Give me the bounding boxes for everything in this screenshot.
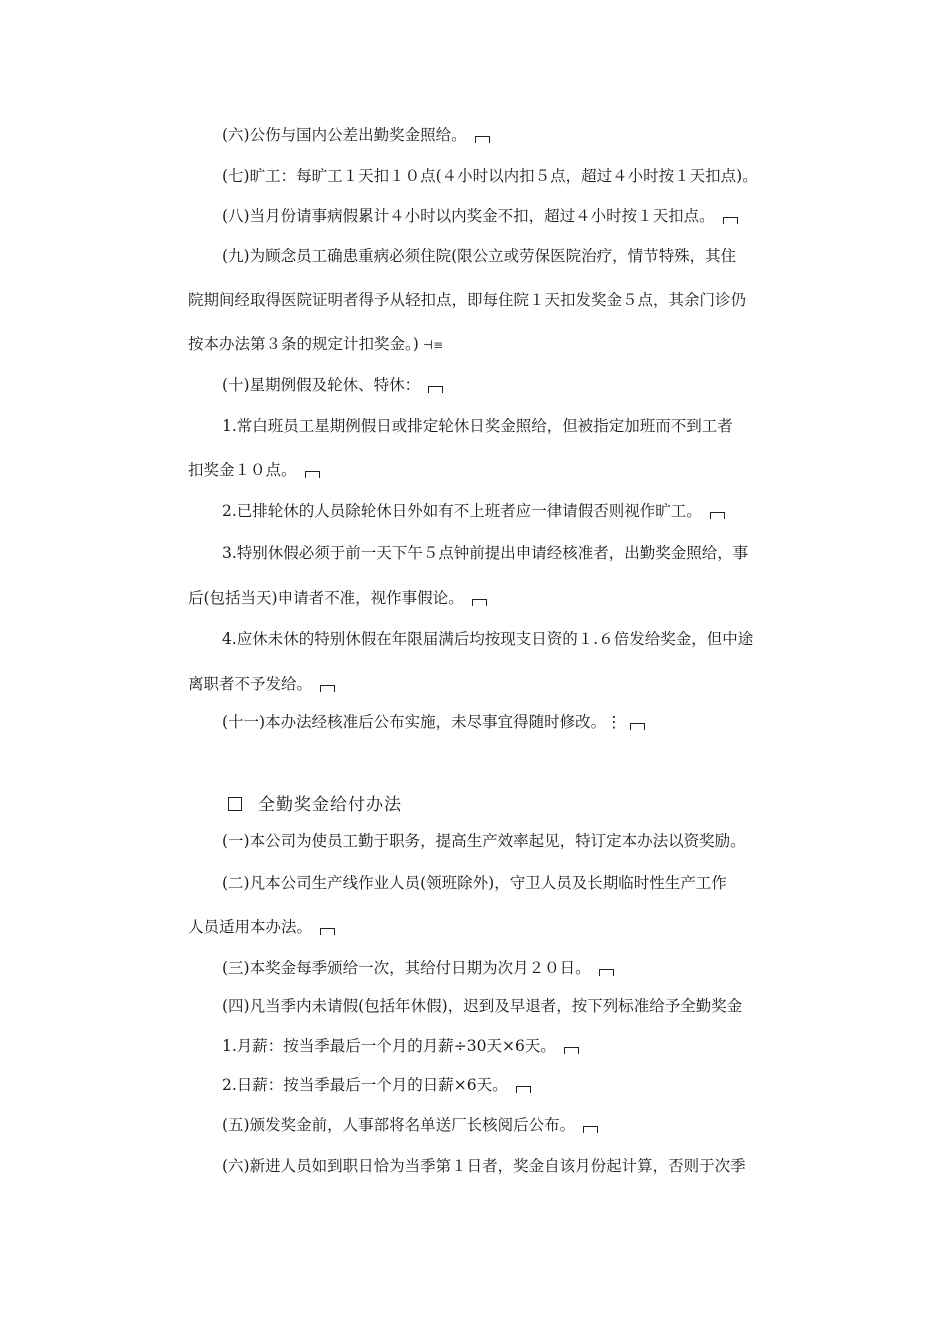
text-line (222, 501, 725, 521)
line-text: 后(包括当天)申请者不准，视作事假论。 (188, 589, 464, 607)
text-line (188, 674, 335, 694)
line-text: (一)本公司为使员工勤于职务，提高生产效率起见，特订定本办法以资奖励。 (222, 832, 746, 850)
text-line (222, 206, 738, 226)
text-line (222, 1156, 746, 1176)
line-text: 3.特别休假必须于前一天下午５点钟前提出申请经核准者，出勤奖金照给，事 (222, 544, 749, 562)
line-text: 1.月薪：按当季最后一个月的月薪÷30天×6天。 (222, 1037, 556, 1055)
text-line (222, 125, 490, 145)
heading-text: 全勤奖金给付办法 (258, 795, 402, 815)
line-text: (七)旷工：每旷工１天扣１０点(４小时以内扣５点，超过４小时按１天扣点)。 (222, 167, 758, 185)
end-mark: ⊣≡ (422, 338, 444, 352)
line-text: (八)当月份请事病假累计４小时以内奖金不扣，超过４小时按１天扣点。 (222, 207, 715, 225)
text-line (222, 1075, 531, 1095)
line-text: (十一)本办法经核准后公布实施，未尽事宜得随时修改。⋮ (222, 713, 622, 731)
line-text: (三)本奖金每季颁给一次，其给付日期为次月２０日。 (222, 959, 591, 977)
line-text: 按本办法第３条的规定计扣奖金。) (188, 335, 419, 353)
return-mark-icon (320, 685, 335, 692)
line-text: (九)为顾念员工确患重病必须住院(限公立或劳保医院治疗，情节特殊，其住 (222, 247, 737, 265)
return-mark-icon (428, 386, 443, 393)
text-line (222, 629, 753, 649)
return-mark-icon (583, 1126, 598, 1133)
return-mark-icon (630, 723, 645, 730)
text-line (222, 873, 727, 893)
return-mark-icon (305, 471, 320, 478)
return-mark-icon (475, 136, 490, 143)
line-text: 院期间经取得医院证明者得予从轻扣点，即每住院１天扣发奖金５点，其余门诊仍 (188, 291, 747, 309)
return-mark-icon (564, 1047, 579, 1054)
line-text: 离职者不予发给。 (188, 675, 313, 693)
text-line (188, 290, 746, 310)
text-line (188, 334, 443, 355)
text-line (222, 1036, 579, 1056)
text-line (222, 375, 443, 395)
line-text: 扣奖金１０点。 (188, 461, 297, 479)
text-line (188, 460, 320, 480)
line-text: 2.日薪：按当季最后一个月的日薪×6天。 (222, 1076, 508, 1094)
line-text: (六)新进人员如到职日恰为当季第１日者，奖金自该月份起计算，否则于次季 (222, 1157, 746, 1175)
text-line (222, 958, 614, 978)
line-text: (五)颁发奖金前，人事部将名单送厂长核阅后公布。 (222, 1116, 576, 1134)
line-text: (六)公伤与国内公差出勤奖金照给。 (222, 126, 467, 144)
text-line (222, 1115, 598, 1135)
text-line (222, 712, 645, 732)
return-mark-icon (472, 599, 487, 606)
line-text: (十)星期例假及轮休、特休： (222, 376, 421, 394)
return-mark-icon (516, 1086, 531, 1093)
return-mark-icon (599, 969, 614, 976)
line-text: 1.常白班员工星期例假日或排定轮休日奖金照给，但被指定加班而不到工者 (222, 417, 733, 435)
checkbox-square-icon (228, 797, 242, 811)
return-mark-icon (710, 512, 725, 519)
section-heading (228, 790, 402, 815)
text-line (222, 831, 746, 851)
return-mark-icon (320, 928, 335, 935)
text-line (188, 917, 335, 937)
text-line (222, 543, 748, 563)
line-text: (二)凡本公司生产线作业人员(领班除外)，守卫人员及长期临时性生产工作 (222, 874, 727, 892)
text-line (222, 246, 736, 266)
text-line (222, 996, 742, 1016)
text-line (222, 416, 733, 436)
line-text: (四)凡当季内未请假(包括年休假)，迟到及早退者，按下列标准给予全勤奖金 (222, 997, 743, 1015)
line-text: 4.应休未休的特别休假在年限届满后均按现支日资的１.６倍发给奖金，但中途 (222, 630, 754, 648)
text-line (188, 588, 487, 608)
text-line (222, 166, 758, 186)
return-mark-icon (723, 217, 738, 224)
line-text: 人员适用本办法。 (188, 918, 313, 936)
line-text: 2.已排轮休的人员除轮休日外如有不上班者应一律请假否则视作旷工。 (222, 502, 702, 520)
